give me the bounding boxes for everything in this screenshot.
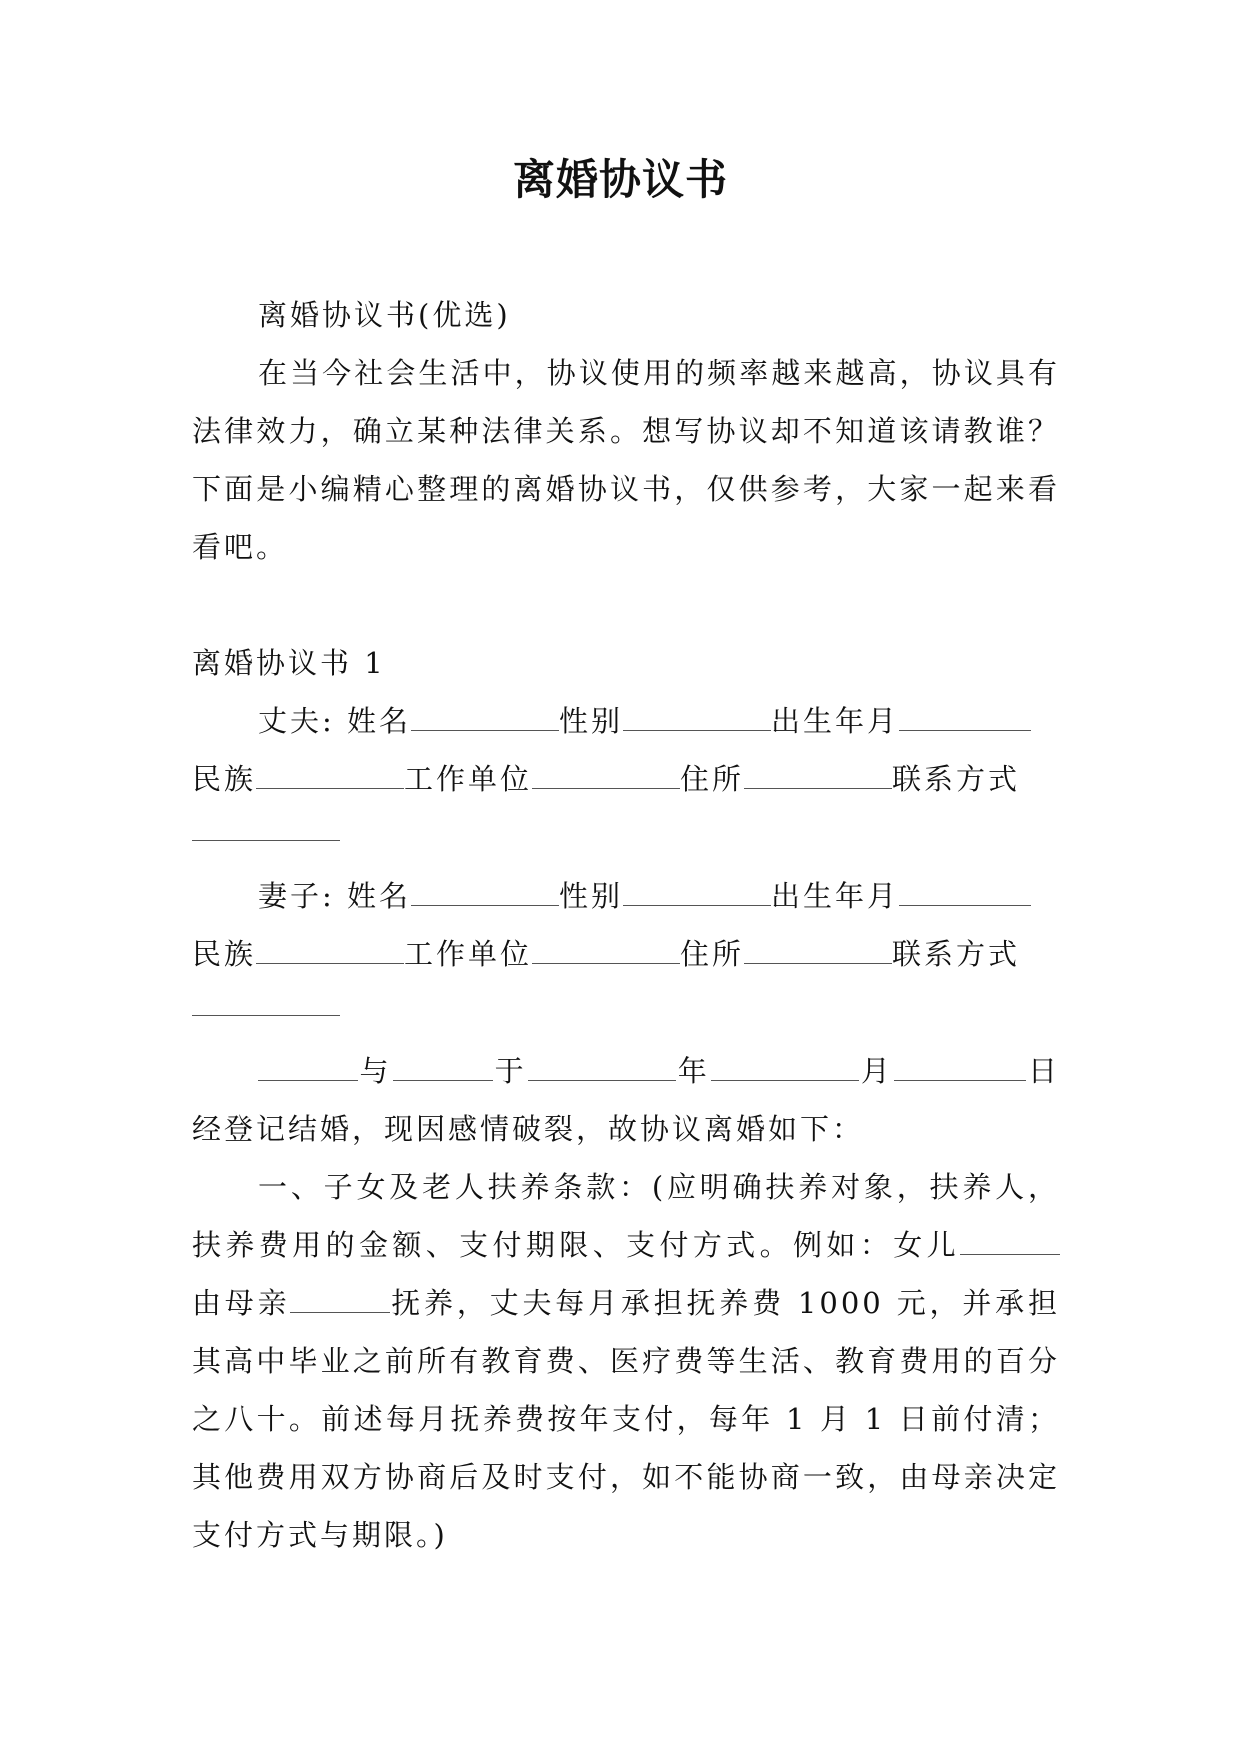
marriage-rest-text: 日经登记结婚，现因感情破裂，故协议离婚如下：	[192, 1054, 1060, 1146]
husband-birth-label: 出生年月	[771, 704, 900, 738]
wife-birth-label: 出生年月	[771, 879, 900, 913]
wife-gender-blank[interactable]	[623, 881, 771, 906]
husband-contact-blank[interactable]	[192, 808, 340, 841]
daughter-blank[interactable]	[960, 1230, 1060, 1255]
marriage-month-text: 月	[859, 1054, 895, 1088]
husband-gender-blank[interactable]	[623, 706, 771, 731]
clause-one-part2: 由母亲	[192, 1286, 291, 1320]
document-body	[192, 286, 1060, 1564]
wife-contact-blank[interactable]	[192, 983, 340, 1016]
wife-address-blank[interactable]	[744, 939, 892, 964]
marriage-with-text: 与	[358, 1054, 394, 1088]
wife-name-label: 姓名	[347, 879, 412, 913]
wife-ethnicity-blank[interactable]	[256, 939, 404, 964]
clause-one	[192, 1158, 1060, 1564]
wife-role-label: 妻子	[258, 879, 323, 913]
intro-heading: 离婚协议书(优选)	[258, 298, 511, 332]
marriage-year-blank[interactable]	[528, 1056, 676, 1081]
marriage-month-blank[interactable]	[711, 1056, 859, 1081]
husband-info-line-2	[192, 750, 1060, 808]
mother-blank[interactable]	[290, 1288, 390, 1313]
husband-gender-label: 性别	[559, 704, 624, 738]
intro-paragraph: 在当今社会生活中，协议使用的频率越来越高，协议具有法律效力，确立某种法律关系。想写协议却不知道该请教谁？下面是小编精心整理的离婚协议书，仅供参考，大家一起来看看吧。	[192, 356, 1060, 564]
husband-contact-label: 联系方式	[892, 762, 1021, 796]
husband-ethnicity-blank[interactable]	[256, 764, 404, 789]
wife-info-line-2	[192, 925, 1060, 983]
section-heading: 离婚协议书 1	[192, 646, 386, 680]
marriage-year-text: 年	[676, 1054, 712, 1088]
wife-name-blank[interactable]	[411, 881, 559, 906]
wife-contact-label: 联系方式	[892, 937, 1021, 971]
husband-work-label: 工作单位	[404, 762, 533, 796]
clause-one-part3: 抚养，丈夫每月承担抚养费 1000 元，并承担其高中毕业之前所有教育费、医疗费等生活、教育费用的百分之八十。前述每月抚养费按年支付，每年 1 月 1 日前付清；其他费用双方协商后及时支付，如不能协商一致，由母亲决定支付方式与期限。)	[192, 1286, 1060, 1552]
marriage-day-blank[interactable]	[894, 1056, 1026, 1081]
clause-one-part1: 一、子女及老人扶养条款：(应明确扶养对象，扶养人，扶养费用的金额、支付期限、支付方式。例如：女儿	[192, 1170, 1060, 1262]
husband-birth-blank[interactable]	[899, 706, 1031, 731]
marriage-at-text: 于	[493, 1054, 529, 1088]
wife-gender-label: 性别	[559, 879, 624, 913]
party-two-blank[interactable]	[393, 1056, 493, 1081]
husband-role-label: 丈夫	[258, 704, 323, 738]
marriage-line	[192, 1042, 1060, 1158]
section-gap	[192, 576, 1060, 634]
husband-name-blank[interactable]	[411, 706, 559, 731]
party-one-blank[interactable]	[258, 1056, 358, 1081]
husband-ethnicity-label: 民族	[192, 762, 257, 796]
wife-birth-blank[interactable]	[899, 881, 1031, 906]
husband-address-blank[interactable]	[744, 764, 892, 789]
husband-address-label: 住所	[680, 762, 745, 796]
document-title: 离婚协议书	[512, 155, 728, 204]
wife-address-label: 住所	[680, 937, 745, 971]
husband-info-line: 丈夫: 姓名 性别 出生年月	[192, 692, 1060, 750]
husband-name-label: 姓名	[347, 704, 412, 738]
husband-work-blank[interactable]	[532, 764, 680, 789]
wife-work-label: 工作单位	[404, 937, 533, 971]
wife-work-blank[interactable]	[532, 939, 680, 964]
wife-ethnicity-label: 民族	[192, 937, 257, 971]
wife-info-line: 妻子: 姓名 性别 出生年月	[192, 867, 1060, 925]
